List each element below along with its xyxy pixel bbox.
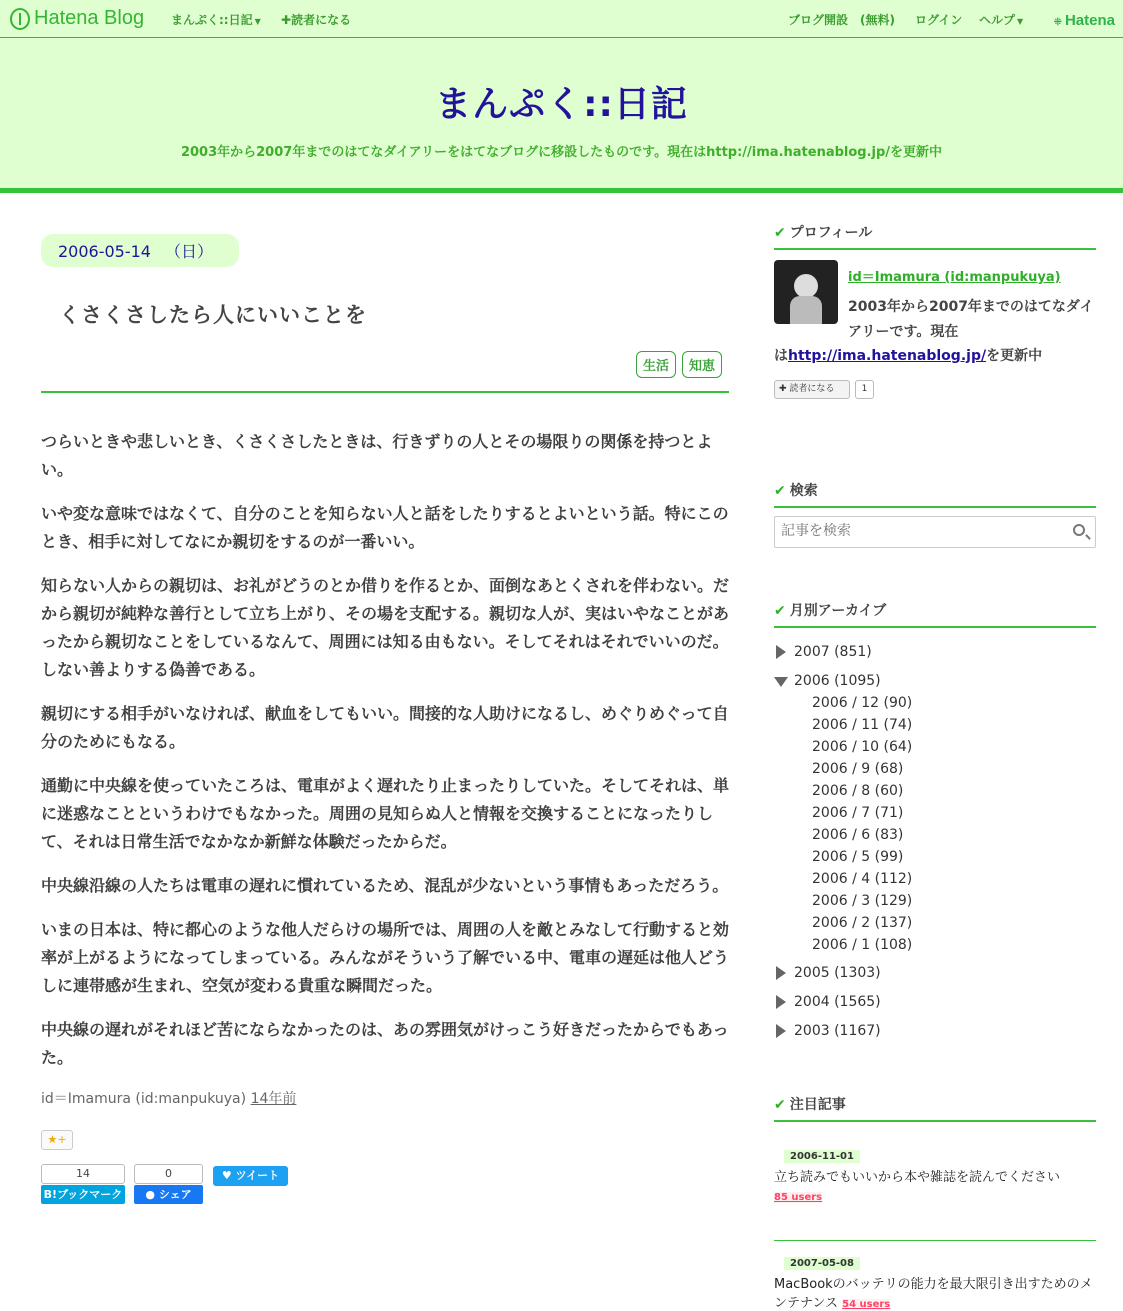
check-icon: ✔ <box>774 603 786 619</box>
facebook-widget <box>134 1164 203 1204</box>
archive-year-2005[interactable]: 2005 (1303) <box>774 965 1096 994</box>
entry-date[interactable]: 2006-05-14 （日） <box>41 234 239 267</box>
pickup-date: 2007-05-08 <box>784 1257 860 1270</box>
divider <box>41 391 729 393</box>
divider <box>774 1240 1096 1241</box>
archive-month-link[interactable]: 2006 / 11 (74) <box>812 717 913 733</box>
archive-month-link[interactable]: 2006 / 5 (99) <box>812 849 904 865</box>
paragraph: 知らない人からの親切は、お礼がどうのとか借りを作るとか、面倒なあとくされを伴わない。だから親切が純粋な善行として立ち上がり、その場を支配する。親切な人が、実はいやなことがあったから親切なことをしているなんて、周囲には知る由もない。そしてそれはそれでいいのだ。しない善よりする偽善である。 <box>41 576 730 679</box>
hatena-bookmark-button[interactable]: B!ブックマーク <box>41 1185 125 1204</box>
category-tag[interactable]: 生活 <box>636 351 676 378</box>
archive-month-link[interactable]: 2006 / 9 (68) <box>812 761 904 777</box>
archive-month-link[interactable]: 2006 / 8 (60) <box>812 783 904 799</box>
category-tag[interactable]: 知恵 <box>682 351 722 378</box>
blog-title-box <box>0 38 1123 193</box>
share-buttons <box>41 1164 729 1204</box>
paragraph: いや変な意味ではなくて、自分のことを知らない人と話をしたりするとよいという話。特にこのとき、相手に対してなにか親切をするのが一番いい。 <box>41 504 729 551</box>
check-icon: ✔ <box>774 1097 786 1113</box>
archive-months-2006 <box>774 695 1096 959</box>
archive-month-link[interactable]: 2006 / 10 (64) <box>812 739 913 755</box>
paragraph: 中央線沿線の人たちは電車の遅れに慣れているため、混乱が少ないという事情もあっただろう。 <box>41 876 729 895</box>
search-icon[interactable] <box>1073 524 1085 536</box>
profile-module <box>774 260 1096 420</box>
global-header <box>0 0 1123 38</box>
subscriber-count: 1 <box>855 380 874 399</box>
profile-link[interactable]: http://ima.hatenablog.jp/ <box>788 348 987 364</box>
robot-head-shape <box>794 274 818 298</box>
profile-module-title: ✔ プロフィール <box>774 222 1096 250</box>
paragraph: 中央線の遅れがそれほど苦にならなかったのは、あの雰囲気がけっこう好きだったからでもあった。 <box>41 1020 729 1067</box>
facebook-share-button[interactable]: ● シェア <box>134 1185 203 1204</box>
expand-triangle-icon[interactable] <box>776 995 786 1009</box>
archive-month-link[interactable]: 2006 / 7 (71) <box>812 805 904 821</box>
author-link[interactable]: id＝Imamura (id:manpukuya) <box>41 1091 247 1107</box>
blog-title[interactable]: まんぷく::日記 <box>435 84 688 125</box>
bookmark-count[interactable]: 14 <box>41 1164 125 1184</box>
hatena-leaf-icon <box>10 8 30 30</box>
hatena-mini-icon: ⁜ <box>1053 17 1062 28</box>
entry-body <box>41 428 729 1072</box>
collapse-triangle-icon[interactable] <box>774 677 788 687</box>
paragraph: いまの日本は、特に都心のような他人だらけの場所では、周囲の人を敵とみなして行動すると効率が上がるようになってしまっている。みんながそういう了解でいる中、電車の遅延は他人どうしに連帯感が生まれ、空気が変わる貴重な瞬間だった。 <box>41 920 730 995</box>
tweet-button[interactable]: ♥ ツイート <box>213 1166 288 1186</box>
subscribe-button[interactable]: ✚ 読者になる <box>774 380 850 399</box>
expand-triangle-icon[interactable] <box>776 645 786 659</box>
pickup-title-link[interactable]: 立ち読みでもいいから本や雑誌を読んでください <box>774 1170 1061 1185</box>
profile-description-cont: はhttp://ima.hatenablog.jp/を更新中 <box>774 348 1043 364</box>
expand-triangle-icon[interactable] <box>776 1024 786 1038</box>
search-input[interactable] <box>781 523 1051 539</box>
entry-footer <box>41 1088 729 1108</box>
archive-year-2004[interactable]: 2004 (1565) <box>774 994 1096 1023</box>
add-star-button[interactable]: ★+ <box>41 1130 73 1150</box>
pickup-module-title: ✔ 注目記事 <box>774 1094 1096 1122</box>
login-link[interactable]: ログイン <box>915 13 963 27</box>
search-module <box>774 480 1096 548</box>
archive-year-2006[interactable]: 2006 (1095) <box>774 673 1096 702</box>
sidebar <box>774 222 1096 1311</box>
archive-list <box>774 644 1096 1052</box>
search-module-title: ✔ 検索 <box>774 480 1096 508</box>
archive-month-link[interactable]: 2006 / 6 (83) <box>812 827 904 843</box>
facebook-count: 0 <box>134 1164 203 1184</box>
permalink-time[interactable]: 14年前 <box>250 1091 297 1107</box>
entry-categories <box>41 351 729 381</box>
hatena-logo[interactable]: ⁜ Hatena <box>1053 12 1115 29</box>
check-icon: ✔ <box>774 225 786 241</box>
entry <box>41 234 729 1204</box>
archive-month-link[interactable]: 2006 / 2 (137) <box>812 915 913 931</box>
hatena-bookmark-widget <box>41 1164 125 1204</box>
search-box <box>774 516 1096 548</box>
avatar[interactable] <box>774 260 838 324</box>
archive-module <box>774 600 1096 1052</box>
caret-down-icon: ▼ <box>254 17 261 26</box>
blog-description: 2003年から2007年までのはてなダイアリーをはてなブログに移設したものです。現在はhttp://ima.hatenablog.jp/を更新中 <box>180 145 943 160</box>
plus-icon: ✚ <box>281 13 292 27</box>
check-icon: ✔ <box>774 483 786 499</box>
archive-month-link[interactable]: 2006 / 12 (90) <box>812 695 913 711</box>
archive-month-link[interactable]: 2006 / 1 (108) <box>812 937 913 953</box>
open-blog-link[interactable]: ブログ開設 (無料) <box>788 13 895 27</box>
paragraph: 親切にする相手がいなければ、献血をしてもいい。間接的な人助けになるし、めぐりめぐって自分のためにもなる。 <box>41 704 729 751</box>
archive-year-2007[interactable]: 2007 (851) <box>774 644 1096 673</box>
archive-month-link[interactable]: 2006 / 4 (112) <box>812 871 913 887</box>
pickup-module <box>774 1094 1096 1311</box>
paragraph: 通勤に中央線を使っていたころは、電車がよく遅れたり止まったりしていた。そしてそれは、単に迷惑なことというわけでもなかった。周囲の見知らぬ人と情報を交換することになったりして、それは日常生活でなかなか新鮮な体験だったからだ。 <box>41 776 730 851</box>
help-dropdown[interactable]: ヘルプ ▼ <box>979 13 1024 27</box>
paragraph: つらいときや悲しいとき、くさくさしたときは、行きずりの人とその場限りの関係を持つとよい。 <box>41 432 713 479</box>
bookmark-users-badge[interactable]: 85 users <box>774 1192 823 1203</box>
pickup-item <box>774 1144 1096 1204</box>
expand-triangle-icon[interactable] <box>776 966 786 980</box>
facebook-icon: ● <box>145 1188 155 1201</box>
profile-description: 2003年から2007年までのはてなダイアリーです。現在 <box>848 299 1094 340</box>
archive-module-title: ✔ 月別アーカイブ <box>774 600 1096 628</box>
twitter-bird-icon: ♥ <box>221 1169 232 1182</box>
pickup-item <box>774 1251 1096 1311</box>
pickup-title-link[interactable]: MacBookのバッテリの能力を最大限引き出すためのメンテナンス 54 users <box>774 1277 1093 1311</box>
robot-body-shape <box>790 296 822 324</box>
hatena-blog-logo[interactable]: Hatena Blog <box>10 7 144 30</box>
bookmark-users-badge[interactable]: 54 users <box>842 1299 891 1310</box>
archive-month-link[interactable]: 2006 / 3 (129) <box>812 893 913 909</box>
pickup-date: 2006-11-01 <box>784 1150 860 1163</box>
entry-title[interactable]: くさくさしたら人にいいことを <box>59 303 367 327</box>
profile-id-link[interactable]: id＝Imamura (id:manpukuya) <box>848 270 1061 285</box>
caret-down-icon: ▼ <box>1017 17 1024 26</box>
archive-year-2003[interactable]: 2003 (1167) <box>774 1023 1096 1052</box>
blog-menu-dropdown[interactable]: まんぷく::日記 ▼ <box>171 13 261 27</box>
subscribe-link[interactable]: ✚読者になる <box>281 13 352 27</box>
